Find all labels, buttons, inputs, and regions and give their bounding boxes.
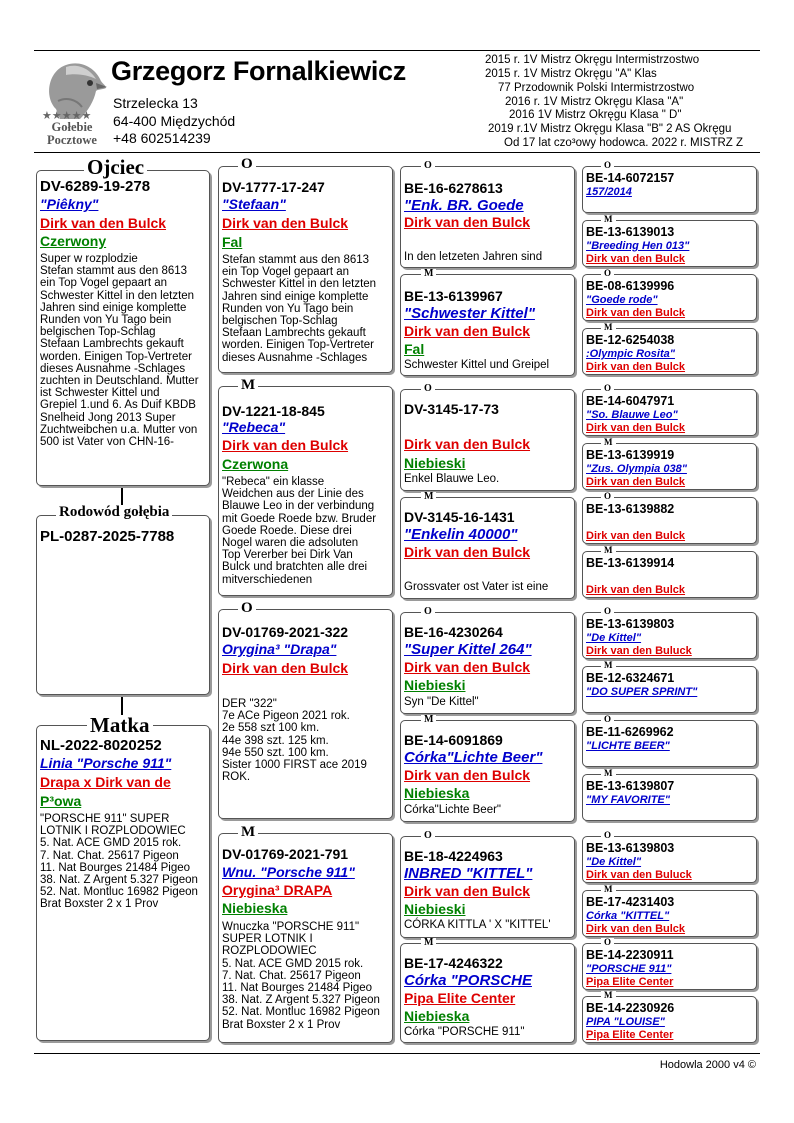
color: Fal [222, 234, 243, 250]
breeder: Dirk van den Bulck [222, 215, 349, 231]
footer-rule [34, 1053, 760, 1054]
ring-number: BE-13-6139807 [586, 779, 675, 793]
pedigree-ring: PL-0287-2025-7788 [40, 528, 175, 545]
ring-number: BE-13-6139919 [586, 448, 675, 462]
ring-number: BE-16-6278613 [404, 180, 503, 196]
o-label: O [421, 384, 435, 394]
ring-number: DV-01769-2021-322 [222, 624, 349, 640]
o-label: O [601, 269, 614, 278]
m-label: M [238, 378, 258, 393]
pigeon-name: "Zus. Olympia 038" [586, 463, 687, 475]
achievement: 2016 r. 1V Mistrz Okręgu Klasa "A" [505, 96, 684, 108]
o-label: O [421, 161, 435, 171]
o-label: O [601, 161, 614, 170]
father-label: Ojciec [84, 157, 147, 178]
great-grandparent-box[interactable] [400, 274, 575, 376]
breeder: Dirk van den Bulck [586, 476, 686, 488]
breeder: Dirk van den Bulck [586, 923, 686, 935]
pigeon-name: "Enk. BR. Goede [404, 197, 524, 214]
ring-number: BE-14-2230911 [586, 948, 674, 962]
o-label: O [601, 831, 614, 840]
color: Niebieska [404, 1008, 470, 1024]
pigeon-head-icon [36, 57, 108, 121]
pigeon-name: Córka"Lichte Beer" [404, 749, 543, 766]
ancestor-box[interactable] [582, 166, 757, 213]
m-label: M [601, 885, 616, 894]
pigeon-name: "De Kittel" [586, 856, 642, 868]
breeder: Dirk van den Bulck [404, 659, 531, 675]
mother-box[interactable] [36, 725, 210, 1041]
logo-text-1: Gołebie [51, 120, 93, 134]
pigeon-note: CÓRKA KITTLA ' X "KITTEL' [404, 919, 551, 931]
breeder: Dirk van den Buluck [586, 645, 692, 657]
pigeon-note: Grossvater ost Vater ist eine [404, 581, 549, 593]
pigeon-note: Córka "PORSCHE 911" [404, 1026, 525, 1038]
color: Czerwona [222, 456, 289, 472]
ring-number: BE-13-6139803 [586, 617, 675, 631]
m-label: M [601, 769, 616, 778]
pigeon-name: :Olympic Rosita" [586, 348, 675, 360]
o-label: O [238, 157, 256, 172]
great-grandparent-box[interactable] [400, 612, 575, 714]
pigeon-name: "Rebeca" [222, 419, 286, 435]
pedigree-label: Rodowód gołębia [56, 505, 172, 520]
ring-number: DV-1777-17-247 [222, 179, 325, 195]
color: Niebieska [222, 900, 288, 916]
pigeon-note: Syn "De Kittel" [404, 696, 479, 708]
great-grandparent-box[interactable] [400, 943, 575, 1043]
pigeon-note: Super w rozplodzie Stefan stammt aus den 8613 ein Top Vogel gepaart an Schwester Kittel in den letzten Jahren sind einige komplette Runden von Yu Tago bein belgischen Top-Schlag Stefaan Lambrechts gekauft worden. Einigen Top-Vertreter dieses Ausnahme -Schlages zuchten in Deutschland. Mutter ist Schwester Kittel und Grepiel 1.und 6. As Duif KBDB Snelheid Jong 2013 Super Zuchtweibchen u.a. Mutter von 500 ist Vater von CHN-16- [40, 253, 199, 449]
ring-number: BE-13-6139013 [586, 225, 675, 239]
breeder: Dirk van den Bulck [586, 307, 686, 319]
breeder: Dirk van den Bulck [222, 660, 349, 676]
logo-text-2: Pocztowe [47, 133, 97, 147]
achievement: 2019 r.1V Mistrz Okręgu Klasa "B" 2 AS Okręgu [488, 123, 732, 135]
great-grandparent-box[interactable] [400, 166, 575, 268]
breeder: Dirk van den Bulck [404, 767, 531, 783]
breeder: Pipa Elite Center [404, 990, 516, 1006]
address-city: 64-400 Międzychód [113, 113, 236, 129]
pigeon-note: Córka"Lichte Beer" [404, 804, 502, 816]
pigeon-name: "DO SUPER SPRINT" [586, 686, 698, 698]
pigeon-name: Linia "Porsche 911" [40, 755, 172, 771]
svg-text:★★★★★: ★★★★★ [42, 109, 92, 121]
breeder: Dirk van den Bulck [404, 883, 531, 899]
header-bottom-rule [34, 152, 760, 153]
pigeon-name: "Super Kittel 264" [404, 641, 532, 658]
breeder: Dirk van den Bulck [586, 361, 686, 373]
ancestor-box[interactable] [582, 996, 757, 1043]
breeder-name: Grzegorz Fornalkiewicz [111, 56, 406, 86]
ancestor-box[interactable] [582, 612, 757, 659]
ancestor-box[interactable] [582, 943, 757, 990]
breeder: Dirk van den Bulck [40, 215, 167, 231]
header-top-rule [34, 50, 760, 51]
ring-number: BE-16-4230264 [404, 624, 503, 640]
ring-number: DV-3145-17-73 [404, 401, 499, 417]
address-street: Strzelecka 13 [113, 95, 198, 111]
pigeon-name: INBRED "KITTEL" [404, 865, 533, 882]
ring-number: BE-12-6324671 [586, 671, 675, 685]
breeder: Dirk van den Bulck [586, 422, 686, 434]
ancestor-box[interactable] [582, 389, 757, 436]
o-label: O [601, 938, 614, 947]
ancestor-box[interactable] [582, 836, 757, 883]
o-label: O [421, 607, 435, 617]
m-label: M [601, 991, 616, 1000]
m-label: M [421, 269, 436, 279]
breeder: Dirk van den Bulck [586, 253, 686, 265]
ancestor-box[interactable] [582, 551, 757, 598]
m-label: M [421, 938, 436, 948]
ring-number: BE-14-6072157 [586, 171, 675, 185]
ancestor-box[interactable] [582, 497, 757, 544]
achievement: 2015 r. 1V Mistrz Okręgu "A" Klas [485, 68, 657, 80]
color: Czerwony [40, 233, 107, 249]
color: Niebieski [404, 677, 466, 693]
breeder: Drapa x Dirk van de [40, 774, 171, 790]
breeder: Dirk van den Buluck [586, 869, 692, 881]
m-label: M [601, 661, 616, 670]
father-box[interactable] [36, 170, 210, 486]
achievement: Od 17 lat czo³owy hodowca. 2022 r. MISTRZ Z [504, 137, 744, 149]
pigeon-name: "LICHTE BEER" [586, 740, 670, 752]
m-label: M [601, 438, 616, 447]
ring-number: BE-13-6139914 [586, 556, 675, 570]
m-label: M [421, 492, 436, 502]
pigeon-logo [36, 57, 108, 147]
grandparent-box[interactable] [218, 166, 393, 373]
breeder: Dirk van den Bulck [404, 323, 531, 339]
color: Niebieski [404, 455, 466, 471]
ring-number: BE-11-6269962 [586, 725, 674, 739]
m-label: M [238, 825, 258, 840]
great-grandparent-box[interactable] [400, 389, 575, 491]
ancestor-box[interactable] [582, 666, 757, 713]
great-grandparent-box[interactable] [400, 836, 575, 938]
connector-line [121, 486, 123, 506]
o-label: O [601, 607, 614, 616]
o-label: O [601, 384, 614, 393]
pigeon-note: DER "322" 7e ACe Pigeon 2021 rok. 2e 558 szt 100 km. 44e 398 szt. 125 km. 94e 550 szt. 100 km. Sister 1000 FIRST ace 2019 ROK. [222, 698, 367, 784]
pigeon-name: Córka "PORSCHE [404, 972, 532, 989]
ring-number: BE-14-6047971 [586, 394, 675, 408]
color: Fal [404, 341, 425, 357]
grandparent-box[interactable] [218, 833, 393, 1043]
ring-number: BE-13-6139803 [586, 841, 675, 855]
breeder: Dirk van den Bulck [586, 530, 686, 542]
ring-number: BE-17-4246322 [404, 955, 503, 971]
ancestor-box[interactable] [582, 220, 757, 267]
ring-number: BE-17-4231403 [586, 895, 675, 909]
breeder: Dirk van den Bulck [586, 584, 686, 596]
pigeon-name: "Piêkny" [40, 196, 99, 212]
pigeon-name: "PORSCHE 911" [586, 963, 672, 975]
ancestor-box[interactable] [582, 274, 757, 321]
ring-number: BE-14-2230926 [586, 1001, 675, 1015]
achievement: 77 Przodownik Polski Intermistrzostwo [498, 82, 695, 94]
ancestor-box[interactable] [582, 328, 757, 375]
pigeon-name: "So. Blauwe Leo" [586, 409, 678, 421]
grandparent-box[interactable] [218, 609, 393, 819]
achievement: 2016 1V Mistrz Okręgu Klasa " D" [509, 109, 682, 121]
ring-number: BE-08-6139996 [586, 279, 675, 293]
pigeon-name: 157/2014 [586, 186, 632, 198]
pigeon-name: Córka "KITTEL" [586, 910, 670, 922]
o-label: O [601, 715, 614, 724]
ancestor-box[interactable] [582, 774, 757, 821]
o-label: O [238, 601, 256, 616]
pedigree-box[interactable] [36, 515, 210, 695]
ring-number: BE-13-6139967 [404, 288, 503, 304]
pigeon-name: PIPA "LOUISE" [586, 1016, 665, 1028]
pigeon-name: "Breeding Hen 013" [586, 240, 690, 252]
breeder: Pipa Elite Center [586, 976, 674, 988]
m-label: M [601, 323, 616, 332]
ring-number: NL-2022-8020252 [40, 737, 162, 754]
pigeon-note: "Rebeca" ein klasse Weidchen aus der Linie des Blauwe Leo in der verbindung mit Goede Roede bzw. Bruder Goede Roede. Diese drei Nogel waren die adsoluten Top Vererber bei Dirk Van Bulck und bratchten alle drei mitverschiedenen [222, 476, 377, 586]
color: Niebieski [404, 901, 466, 917]
pigeon-note: In den letzeten Jahren sind [404, 251, 543, 263]
pigeon-name: "Enkelin 40000" [404, 526, 518, 543]
o-label: O [421, 831, 435, 841]
great-grandparent-box[interactable] [400, 720, 575, 822]
ring-number: BE-18-4224963 [404, 848, 503, 864]
pigeon-note: Stefan stammt aus den 8613 ein Top Vogel gepaart an Schwester Kittel in den letzten Jahren sind einige komplette Runden von Yu Tago bein belgischen Top-Schlag Stefaan Lambrechts gekauft worden. Einigen Top-Vertreter dieses Ausnahme -Schlages [222, 254, 377, 364]
o-label: O [601, 492, 614, 501]
ring-number: BE-12-6254038 [586, 333, 675, 347]
breeder: Orygina³ DRAPA [222, 882, 333, 898]
ancestor-box[interactable] [582, 443, 757, 490]
pigeon-name: Wnu. "Porsche 911" [222, 864, 355, 880]
color: Niebieska [404, 785, 470, 801]
pigeon-note: Schwester Kittel und Greipel [404, 359, 550, 371]
pigeon-note: Wnuczka "PORSCHE 911" SUPER LOTNIK I ROZPLODOWIEC 5. Nat. ACE GMD 2015 rok. 7. Nat. Chat. 25617 Pigeon 11. Nat Bourges 21484 Pigeo 38. Nat. Z Argent 5.327 Pigeon 52. Nat. Montluc 16982 Pigeon Brat Boxster 2 x 1 Prov [222, 921, 380, 1031]
ring-number: DV-1221-18-845 [222, 403, 325, 419]
breeder: Dirk van den Bulck [404, 436, 531, 452]
ring-number: BE-13-6139882 [586, 502, 675, 516]
pigeon-name: "MY FAVORITE" [586, 794, 670, 806]
m-label: M [601, 546, 616, 555]
m-label: M [601, 215, 616, 224]
great-grandparent-box[interactable] [400, 497, 575, 599]
address-phone: +48 602514239 [113, 130, 211, 146]
breeder: Pipa Elite Center [586, 1029, 674, 1041]
pigeon-name: "De Kittel" [586, 632, 642, 644]
pigeon-name: "Goede rode" [586, 294, 658, 306]
m-label: M [421, 715, 436, 725]
ring-number: DV-6289-19-278 [40, 178, 151, 195]
ancestor-box[interactable] [582, 890, 757, 937]
ring-number: DV-3145-16-1431 [404, 509, 515, 525]
breeder: Dirk van den Bulck [404, 214, 531, 230]
color: P³owa [40, 793, 82, 809]
pigeon-note: Enkel Blauwe Leo. [404, 473, 500, 485]
pigeon-name: "Stefaan" [222, 196, 286, 212]
achievement: 2015 r. 1V Mistrz Okręgu Intermistrzostwo [485, 54, 700, 66]
pigeon-name: "Schwester Kittel" [404, 305, 535, 322]
mother-label: Matka [87, 715, 153, 736]
grandparent-box[interactable] [218, 386, 393, 596]
breeder: Dirk van den Bulck [404, 544, 531, 560]
ancestor-box[interactable] [582, 720, 757, 767]
ring-number: BE-14-6091869 [404, 732, 503, 748]
breeder: Dirk van den Bulck [222, 437, 349, 453]
pigeon-note: "PORSCHE 911" SUPER LOTNIK I ROZPLODOWIEC 5. Nat. ACE GMD 2015 rok. 7. Nat. Chat. 25617 Pigeon 11. Nat Bourges 21484 Pigeo 38. Nat. Z Argent 5.327 Pigeon 52. Nat. Montluc 16982 Pigeon Brat Boxster 2 x 1 Prov [40, 813, 198, 911]
ring-number: DV-01769-2021-791 [222, 846, 349, 862]
pigeon-name: Orygina³ "Drapa" [222, 641, 337, 657]
footer-text: Hodowla 2000 v4 © [659, 1059, 756, 1071]
